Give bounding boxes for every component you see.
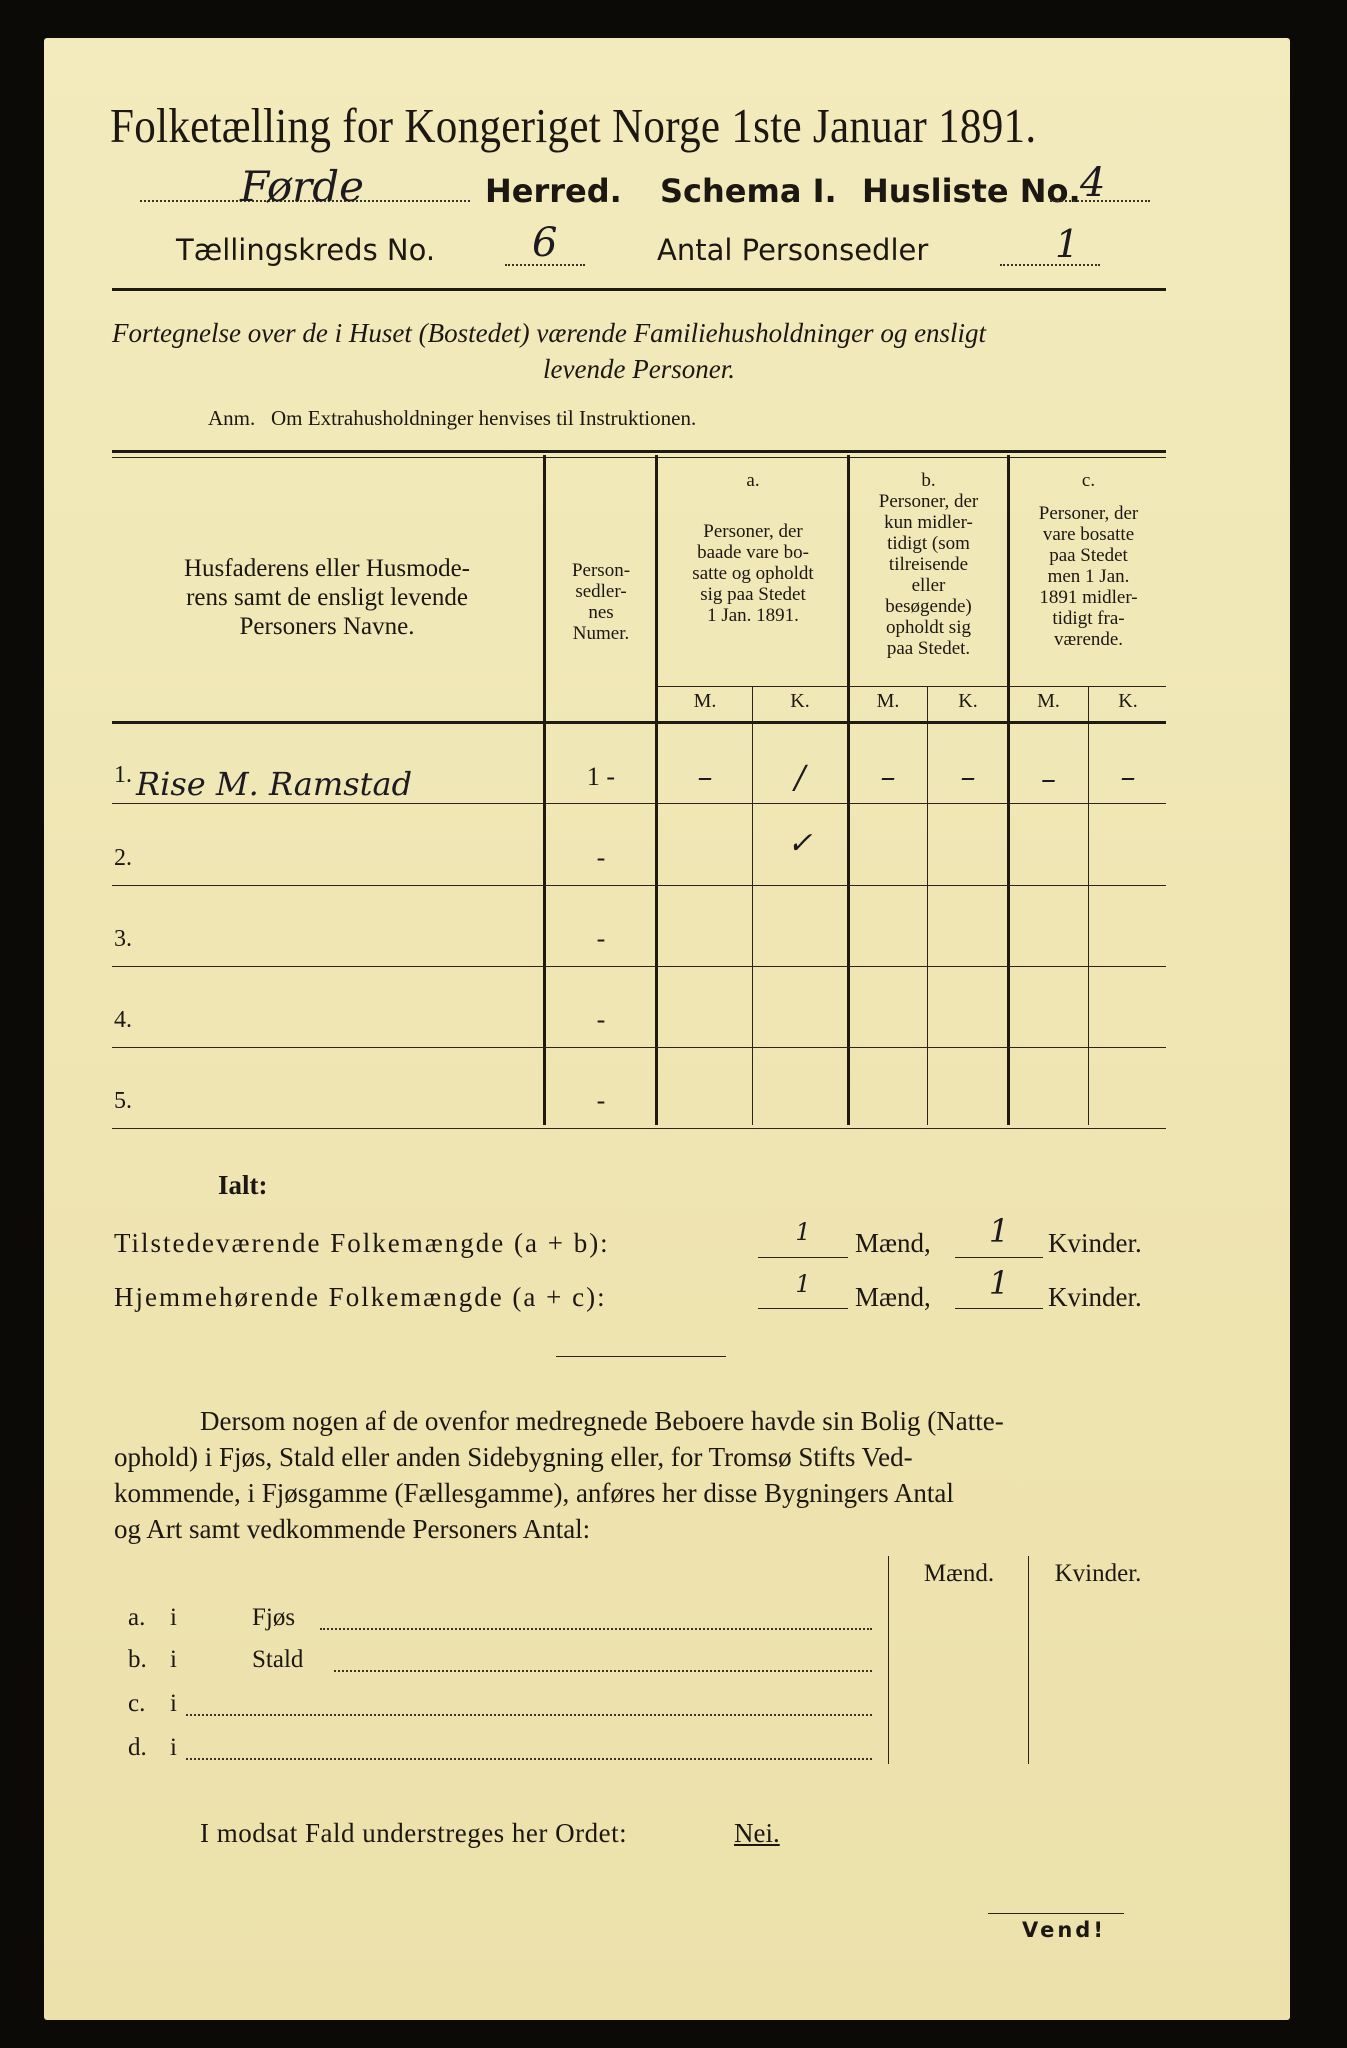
col-divider-a-mk bbox=[752, 686, 753, 1125]
bolig-item-letter: c. bbox=[128, 1690, 146, 1717]
modsat-text: I modsat Fald understreges her Ordet: bbox=[200, 1818, 628, 1848]
hjemme-kvinder-label: Kvinder. bbox=[1048, 1282, 1142, 1312]
vend-label: Vend! bbox=[1022, 1918, 1106, 1942]
hjemme-kvinder-value: 1 bbox=[988, 1264, 1010, 1302]
bolig-item-label: Stald bbox=[252, 1646, 304, 1673]
hjemme-label: Hjemmehørende Folkemængde (a + c): bbox=[114, 1282, 607, 1312]
bolig-item-dots bbox=[186, 1740, 872, 1760]
col-header-names-line: Husfaderens eller Husmode- bbox=[183, 555, 470, 582]
col-header-a-line: Personer, der bbox=[703, 521, 803, 542]
bolig-maend-header: Mænd. bbox=[923, 1560, 995, 1587]
tilstede-maend-line bbox=[758, 1257, 848, 1258]
cell-a-k: ✓ bbox=[787, 826, 813, 861]
cell-c-k: – bbox=[1120, 760, 1136, 795]
table-top-rule bbox=[112, 450, 1166, 453]
bolig-text-line-1: Dersom nogen af de ovenfor medregnede Beboere havde sin Bolig (Natte- bbox=[200, 1406, 1004, 1436]
section-divider bbox=[556, 1356, 726, 1357]
bolig-text-line-3: kommende, i Fjøsgamme (Fællesgamme), anføres her disse Bygningers Antal bbox=[114, 1478, 954, 1508]
tilstede-label: Tilstedeværende Folkemængde (a + b): bbox=[114, 1228, 610, 1258]
col-divider-c-mk bbox=[1088, 686, 1089, 1125]
bolig-text-line-4: og Art samt vedkommende Personers Antal: bbox=[114, 1514, 591, 1544]
row-number: 1. bbox=[114, 762, 132, 788]
col-header-a bbox=[660, 470, 846, 626]
col-header-b-line: besøgende) bbox=[885, 596, 972, 617]
tilstede-kvinder-line bbox=[955, 1257, 1043, 1258]
herred-value: Førde bbox=[240, 162, 364, 211]
personseddel-number: - bbox=[596, 1086, 606, 1115]
c-k-header: K. bbox=[1118, 690, 1138, 712]
vend-rule bbox=[988, 1913, 1124, 1914]
personseddel-number: 1 - bbox=[586, 762, 616, 791]
kreds-value: 6 bbox=[532, 220, 558, 266]
tilstede-kvinder-label: Kvinder. bbox=[1048, 1228, 1142, 1258]
row-number: 4. bbox=[114, 1007, 132, 1033]
bolig-item-label: Fjøs bbox=[252, 1604, 296, 1631]
row-rule bbox=[112, 966, 1166, 967]
row-number: 5. bbox=[114, 1088, 132, 1114]
cell-a-k: / bbox=[794, 758, 806, 796]
bolig-text-line-2: ophold) i Fjøs, Stald eller anden Sidebygning eller, for Tromsø Stifts Ved- bbox=[114, 1442, 913, 1472]
col-header-names bbox=[112, 554, 542, 641]
col-header-names-line: rens samt de ensligt levende bbox=[186, 584, 468, 611]
hjemme-maend-value: 1 bbox=[795, 1270, 811, 1298]
col-header-a-line: 1 Jan. 1891. bbox=[707, 605, 799, 626]
a-k-header: K. bbox=[790, 690, 810, 712]
antal-value: 1 bbox=[1055, 222, 1080, 266]
antal-line bbox=[1000, 242, 1100, 266]
bolig-col-divider-1 bbox=[888, 1556, 889, 1764]
ialt-label: Ialt: bbox=[218, 1170, 268, 1200]
tilstede-maend-label: Mænd, bbox=[855, 1228, 931, 1258]
cell-b-k: – bbox=[960, 760, 976, 795]
b-k-header: K. bbox=[958, 690, 978, 712]
antal-label: Antal Personsedler bbox=[657, 233, 929, 267]
col-divider-num bbox=[655, 455, 658, 1125]
intro-line-2: levende Personer. bbox=[543, 354, 735, 384]
bolig-item-letter: a. bbox=[128, 1604, 146, 1631]
c-m-header: M. bbox=[1037, 690, 1060, 712]
col-header-a-line: sig paa Stedet bbox=[700, 584, 806, 605]
col-header-b-line: opholdt sig bbox=[886, 617, 971, 638]
col-header-b-line: eller bbox=[911, 575, 946, 596]
personseddel-number: - bbox=[596, 1005, 606, 1034]
table-bottom-rule bbox=[112, 1128, 1166, 1129]
a-m-header: M. bbox=[693, 690, 717, 712]
person-name: Rise M. Ramstad bbox=[136, 765, 413, 803]
col-header-c-line: værende. bbox=[1053, 629, 1124, 650]
herred-label: Herred. bbox=[485, 172, 622, 210]
hjemme-kvinder-line bbox=[955, 1308, 1043, 1309]
row-rule bbox=[112, 885, 1166, 886]
tilstede-maend-value: 1 bbox=[795, 1218, 811, 1246]
row-rule bbox=[112, 1047, 1166, 1048]
col-header-c-line: paa Stedet bbox=[1049, 545, 1128, 566]
header-rule bbox=[112, 288, 1166, 291]
b-m-header: M. bbox=[876, 690, 900, 712]
col-header-c-line: 1891 midler- bbox=[1039, 587, 1138, 608]
col-header-a-line: satte og opholdt bbox=[692, 563, 814, 584]
bolig-kvinder-header: Kvinder. bbox=[1054, 1560, 1142, 1587]
cell-c-m: – bbox=[1041, 762, 1056, 797]
tilstede-kvinder-value: 1 bbox=[988, 1212, 1010, 1250]
col-header-c-letter: c. bbox=[1081, 470, 1096, 491]
bolig-item-dots bbox=[334, 1652, 872, 1672]
row-number: 2. bbox=[114, 845, 132, 871]
col-header-b-line: tidigt (som bbox=[887, 533, 970, 554]
schema-label: Schema I. bbox=[660, 172, 837, 210]
col-header-b-line: kun midler- bbox=[884, 512, 973, 533]
form-title: Folketælling for Kongeriget Norge 1ste Januar 1891. bbox=[110, 98, 1037, 153]
bolig-item-i: i bbox=[170, 1604, 177, 1631]
col-header-num-line: Person- bbox=[571, 560, 631, 581]
col-header-a-letter: a. bbox=[746, 470, 760, 491]
col-header-num bbox=[548, 560, 654, 644]
col-header-num-line: sedler- bbox=[575, 581, 627, 602]
cell-a-m: – bbox=[697, 760, 713, 795]
intro-line-1: Fortegnelse over de i Huset (Bostedet) værende Familiehusholdninger og ensligt bbox=[112, 318, 987, 348]
husliste-label: Husliste No. bbox=[862, 172, 1081, 210]
kreds-label: Tællingskreds No. bbox=[176, 233, 436, 267]
col-header-b-line: paa Stedet. bbox=[886, 638, 971, 659]
anm-note: Anm. Om Extrahusholdninger henvises til Instruktionen. bbox=[208, 406, 697, 430]
cell-b-m: – bbox=[880, 760, 896, 795]
bolig-item-dots bbox=[320, 1610, 872, 1630]
hjemme-maend-label: Mænd, bbox=[855, 1282, 931, 1312]
personseddel-number: - bbox=[596, 924, 606, 953]
bolig-item-letter: b. bbox=[128, 1646, 147, 1673]
row-rule bbox=[112, 803, 1166, 804]
bolig-item-letter: d. bbox=[128, 1734, 147, 1761]
col-header-c bbox=[1011, 470, 1166, 650]
col-header-c-line: men 1 Jan. bbox=[1047, 566, 1130, 587]
row-number: 3. bbox=[114, 926, 132, 952]
bolig-item-i: i bbox=[170, 1646, 177, 1673]
col-header-names-line: Personers Navne. bbox=[239, 613, 415, 640]
bolig-col-divider-2 bbox=[1028, 1556, 1029, 1764]
col-header-a-line: baade vare bo- bbox=[697, 542, 809, 563]
bolig-item-i: i bbox=[170, 1690, 177, 1717]
col-header-num-line: Numer. bbox=[572, 623, 630, 644]
header-bottom-rule bbox=[112, 721, 1166, 724]
col-header-c-line: Personer, der bbox=[1038, 503, 1139, 524]
husliste-value: 4 bbox=[1080, 160, 1106, 206]
col-header-c-line: vare bosatte bbox=[1042, 524, 1135, 545]
col-header-b-line: tilreisende bbox=[888, 554, 969, 575]
nei-word: Nei. bbox=[734, 1818, 780, 1848]
hjemme-maend-line bbox=[758, 1308, 848, 1309]
personseddel-number: - bbox=[596, 843, 606, 872]
col-header-b bbox=[851, 470, 1006, 659]
col-divider-names bbox=[543, 455, 546, 1125]
bolig-item-dots bbox=[186, 1696, 872, 1716]
col-header-b-line: Personer, der bbox=[878, 491, 979, 512]
col-divider-b-mk bbox=[927, 686, 928, 1125]
bolig-item-i: i bbox=[170, 1734, 177, 1761]
col-header-b-letter: b. bbox=[921, 470, 936, 491]
mk-top-rule bbox=[657, 686, 1166, 687]
col-header-c-line: tidigt fra- bbox=[1052, 608, 1125, 629]
col-header-num-line: nes bbox=[588, 602, 614, 623]
